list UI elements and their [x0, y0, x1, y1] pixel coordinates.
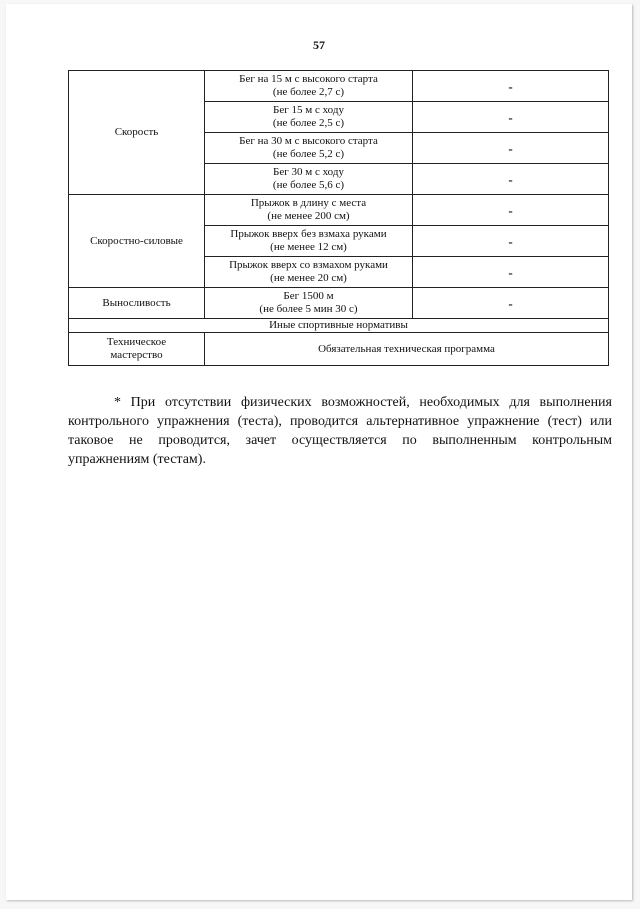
value-cell: -: [413, 71, 609, 102]
exercise-name: Бег 15 м с ходу: [273, 104, 344, 116]
technical-program-cell: Обязательная техническая программа: [205, 333, 609, 366]
exercise-cell: [205, 226, 413, 257]
exercise-norm: (не менее 20 см): [270, 272, 347, 284]
category-cell: Скоростно-силовые: [69, 195, 205, 288]
exercise-name: Бег 1500 м: [283, 290, 334, 302]
exercise-norm: (не более 2,5 с): [272, 117, 345, 129]
exercise-norm: (не менее 200 см): [267, 210, 350, 222]
category-cell: Выносливость: [69, 288, 205, 319]
exercise-name: Бег на 15 м с высокого старта: [239, 73, 378, 85]
value-cell: -: [413, 195, 609, 226]
category-cell: [69, 333, 205, 366]
exercise-cell: [205, 164, 413, 195]
exercise-cell: [205, 71, 413, 102]
value-cell: -: [413, 102, 609, 133]
table-row: [69, 288, 609, 319]
exercise-norm: (не более 5,2 с): [272, 148, 345, 160]
exercise-name: Бег 30 м с ходу: [273, 166, 344, 178]
norms-table: [68, 70, 609, 366]
exercise-norm: (не более 2,7 с): [272, 86, 345, 98]
footnote: * При отсутствии физических возможностей, необходимых для выполнения контрольного упражнения (теста), проводится альтернативное упражнение (тест) или таковое не проводится, зачет осуществляется по выполненным контрольным упражнениям (тестам).: [68, 395, 612, 467]
exercise-cell: [205, 288, 413, 319]
table-subheader-row: [69, 319, 609, 333]
value-cell: -: [413, 257, 609, 288]
value-cell: -: [413, 133, 609, 164]
category-line: Техническое: [106, 336, 167, 348]
category-cell: Скорость: [69, 71, 205, 195]
table-row: [69, 333, 609, 366]
exercise-name: Прыжок вверх без взмаха руками: [230, 228, 387, 240]
table-row: [69, 71, 609, 102]
exercise-norm: (не более 5,6 с): [272, 179, 345, 191]
exercise-name: Прыжок вверх со взмахом руками: [229, 259, 388, 271]
value-cell: -: [413, 288, 609, 319]
exercise-cell: [205, 195, 413, 226]
category-line: мастерство: [110, 349, 163, 361]
exercise-name: Бег на 30 м с высокого старта: [239, 135, 378, 147]
exercise-cell: [205, 102, 413, 133]
table-row: [69, 195, 609, 226]
value-cell: -: [413, 164, 609, 195]
page-number: 57: [313, 38, 325, 52]
exercise-name: Прыжок в длину с места: [250, 197, 367, 209]
document-page: [6, 4, 632, 900]
value-cell: -: [413, 226, 609, 257]
exercise-cell: [205, 133, 413, 164]
table-subheader: Иные спортивные нормативы: [69, 319, 609, 333]
exercise-norm: (не менее 12 см): [270, 241, 347, 253]
exercise-cell: [205, 257, 413, 288]
exercise-norm: (не более 5 мин 30 с): [259, 303, 358, 315]
